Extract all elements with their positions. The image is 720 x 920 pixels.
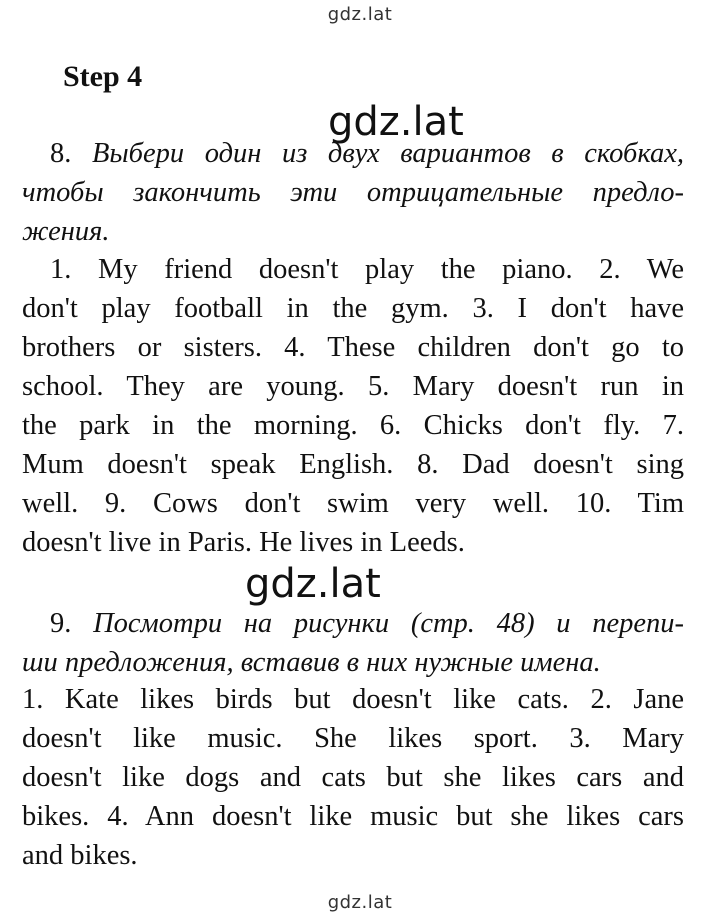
exercise-9-answer-line-2 (22, 719, 684, 758)
exercise-9-task-line-1 (22, 604, 684, 643)
exercise-8-answer (22, 250, 684, 562)
answer-8-text-7: well. 9. Cows don't swim very well. 10. Tim (22, 488, 684, 519)
answer-9-text-3: doesn't like dogs and cats but she likes cars and (22, 762, 684, 793)
exercise-8-answer-line-8 (22, 523, 684, 562)
exercise-8-answer-line-7 (22, 484, 684, 523)
exercise-9-task (22, 604, 684, 682)
watermark-bottom: gdz.lat (327, 892, 393, 913)
exercise-8-answer-line-6 (22, 445, 684, 484)
exercise-9-answer-line-5 (22, 836, 684, 875)
exercise-8-task-line-1 (22, 134, 684, 173)
section-heading: Step 4 (63, 60, 143, 93)
exercise-8-answer-line-5 (22, 406, 684, 445)
exercise-9-number: 9. (50, 608, 72, 639)
exercise-9-task-line-2 (22, 643, 684, 682)
answer-8-text-3: brothers or sisters. 4. These children don't go to (22, 332, 684, 363)
exercise-8-task (22, 134, 684, 251)
exercise-8-task-text-2: чтобы закончить эти отрицательные предло- (22, 177, 684, 208)
exercise-9-answer-line-3 (22, 758, 684, 797)
watermark-middle-2: gdz.lat (245, 561, 381, 607)
answer-8-text-8: doesn't live in Paris. He lives in Leeds. (22, 527, 465, 558)
exercise-9-answer (22, 680, 684, 875)
exercise-9-answer-line-1 (22, 680, 684, 719)
exercise-8-answer-line-3 (22, 328, 684, 367)
answer-8-text-1: 1. My friend doesn't play the piano. 2. We (50, 254, 684, 285)
exercise-9-answer-line-4 (22, 797, 684, 836)
answer-9-text-4: bikes. 4. Ann doesn't like music but she likes cars (22, 801, 684, 832)
watermark-middle-1: gdz.lat (328, 99, 464, 145)
exercise-9-task-text-1: Посмотри на рисунки (стр. 48) и перепи- (93, 608, 685, 639)
exercise-8-task-text-1: Выбери один из двух вариантов в скобках, (91, 138, 684, 169)
answer-9-text-2: doesn't like music. She likes sport. 3. Mary (22, 723, 684, 754)
answer-9-text-1: 1. Kate likes birds but doesn't like cats. 2. Jane (22, 684, 684, 715)
answer-8-text-2: don't play football in the gym. 3. I don't have (22, 293, 684, 324)
exercise-8-number: 8. (50, 138, 72, 169)
exercise-8-answer-line-4 (22, 367, 684, 406)
watermark-top: gdz.lat (327, 4, 393, 25)
exercise-8-answer-line-1 (22, 250, 684, 289)
exercise-8-task-text-3: жения. (22, 216, 110, 247)
exercise-9-task-text-2: ши предложения, вставив в них нужные имена. (22, 647, 601, 678)
answer-8-text-6: Mum doesn't speak English. 8. Dad doesn't sing (22, 449, 684, 480)
exercise-8-task-line-2 (22, 173, 684, 212)
answer-8-text-5: the park in the morning. 6. Chicks don't fly. 7. (22, 410, 684, 441)
answer-9-text-5: and bikes. (22, 840, 138, 871)
exercise-8-answer-line-2 (22, 289, 684, 328)
answer-8-text-4: school. They are young. 5. Mary doesn't run in (22, 371, 684, 402)
exercise-8-task-line-3 (22, 212, 684, 251)
